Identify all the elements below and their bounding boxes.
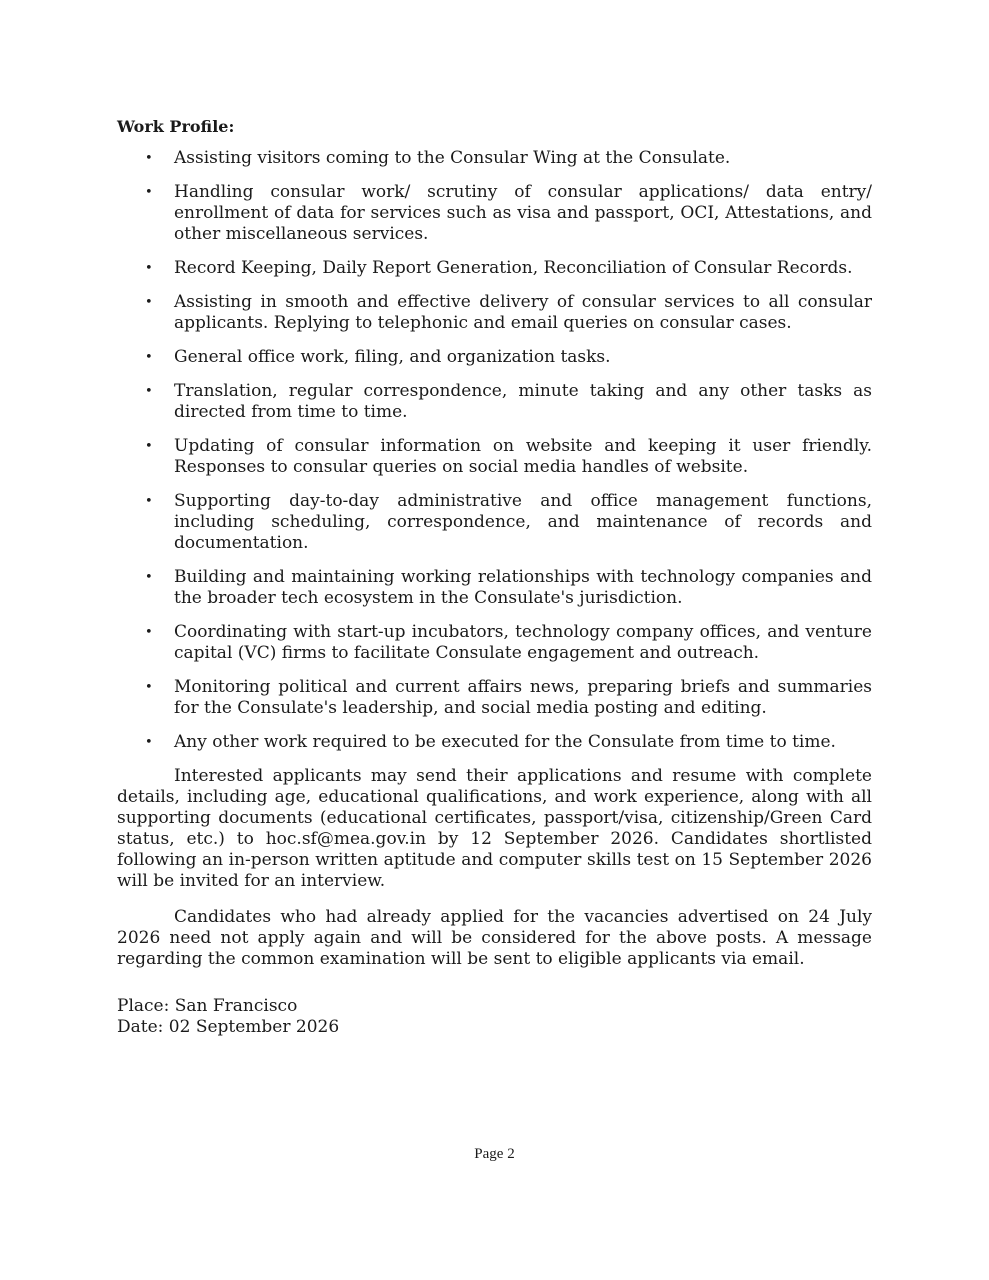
bullet-icon: • bbox=[145, 494, 153, 509]
list-item-text: Coordinating with start-up incubators, technology company offices, and venture capital (VC) firms to facilitate Consulate engagement and outreach. bbox=[174, 622, 872, 663]
date-line: Date: 02 September 2026 bbox=[117, 1017, 340, 1037]
section-heading: Work Profile: bbox=[117, 117, 235, 136]
bullet-icon: • bbox=[145, 350, 153, 365]
list-item bbox=[117, 677, 872, 719]
list-item-text: Record Keeping, Daily Report Generation, Reconciliation of Consular Records. bbox=[174, 258, 853, 278]
place-line: Place: San Francisco bbox=[117, 996, 298, 1016]
work-profile-list bbox=[117, 148, 872, 753]
list-item-text: Building and maintaining working relationships with technology companies and the broader tech ecosystem in the Consulate's jurisdiction. bbox=[174, 567, 872, 608]
list-item-text: Assisting in smooth and effective delivery of consular services to all consular applicants. Replying to telephonic and email queries on consular cases. bbox=[174, 292, 872, 333]
list-item bbox=[117, 292, 872, 334]
list-item-text: General office work, filing, and organization tasks. bbox=[174, 347, 611, 367]
list-item bbox=[117, 148, 872, 169]
list-item bbox=[117, 622, 872, 664]
bullet-icon: • bbox=[145, 680, 153, 695]
list-item bbox=[117, 258, 872, 279]
page-number: Page 2 bbox=[474, 1146, 515, 1162]
list-item bbox=[117, 182, 872, 245]
list-item-text: Updating of consular information on website and keeping it user friendly. Responses to consular queries on social media handles of website. bbox=[174, 436, 872, 477]
list-item-text: Translation, regular correspondence, minute taking and any other tasks as directed from time to time. bbox=[174, 381, 872, 422]
bullet-icon: • bbox=[145, 384, 153, 399]
list-item-text: Monitoring political and current affairs news, preparing briefs and summaries for the Consulate's leadership, and social media posting and editing. bbox=[174, 677, 872, 718]
list-item-text: Handling consular work/ scrutiny of consular applications/ data entry/ enrollment of data for services such as visa and passport, OCI, Attestations, and other miscellaneous services. bbox=[174, 182, 872, 244]
place-date-block bbox=[117, 996, 872, 1038]
list-item-text: Supporting day-to-day administrative and office management functions, including scheduling, correspondence, and maintenance of records and documentation. bbox=[174, 491, 872, 553]
application-instructions-paragraph: Interested applicants may send their applications and resume with complete details, including age, educational qualifications, and work experience, along with all supporting documents (educational certificates, passport/visa, citizenship/Green Card status, etc.) to hoc.sf@mea.gov.in by 12 September 2026. Candidates shortlisted following an in-person written aptitude and computer skills test on 15 September 2026 will be invited for an interview. bbox=[117, 766, 872, 891]
bullet-icon: • bbox=[145, 295, 153, 310]
bullet-icon: • bbox=[145, 151, 153, 166]
list-item bbox=[117, 381, 872, 423]
list-item bbox=[117, 436, 872, 478]
document-body bbox=[117, 116, 872, 1038]
bullet-icon: • bbox=[145, 439, 153, 454]
list-item bbox=[117, 491, 872, 554]
list-item-text: Assisting visitors coming to the Consular Wing at the Consulate. bbox=[174, 148, 731, 168]
bullet-icon: • bbox=[145, 185, 153, 200]
list-item bbox=[117, 347, 872, 368]
list-item bbox=[117, 732, 872, 753]
bullet-icon: • bbox=[145, 735, 153, 750]
bullet-icon: • bbox=[145, 625, 153, 640]
bullet-icon: • bbox=[145, 261, 153, 276]
list-item-text: Any other work required to be executed for the Consulate from time to time. bbox=[174, 732, 836, 752]
list-item bbox=[117, 567, 872, 609]
previous-applicants-paragraph: Candidates who had already applied for the vacancies advertised on 24 July 2026 need not apply again and will be considered for the above posts. A message regarding the common examination will be sent to eligible applicants via email. bbox=[117, 907, 872, 969]
bullet-icon: • bbox=[145, 570, 153, 585]
